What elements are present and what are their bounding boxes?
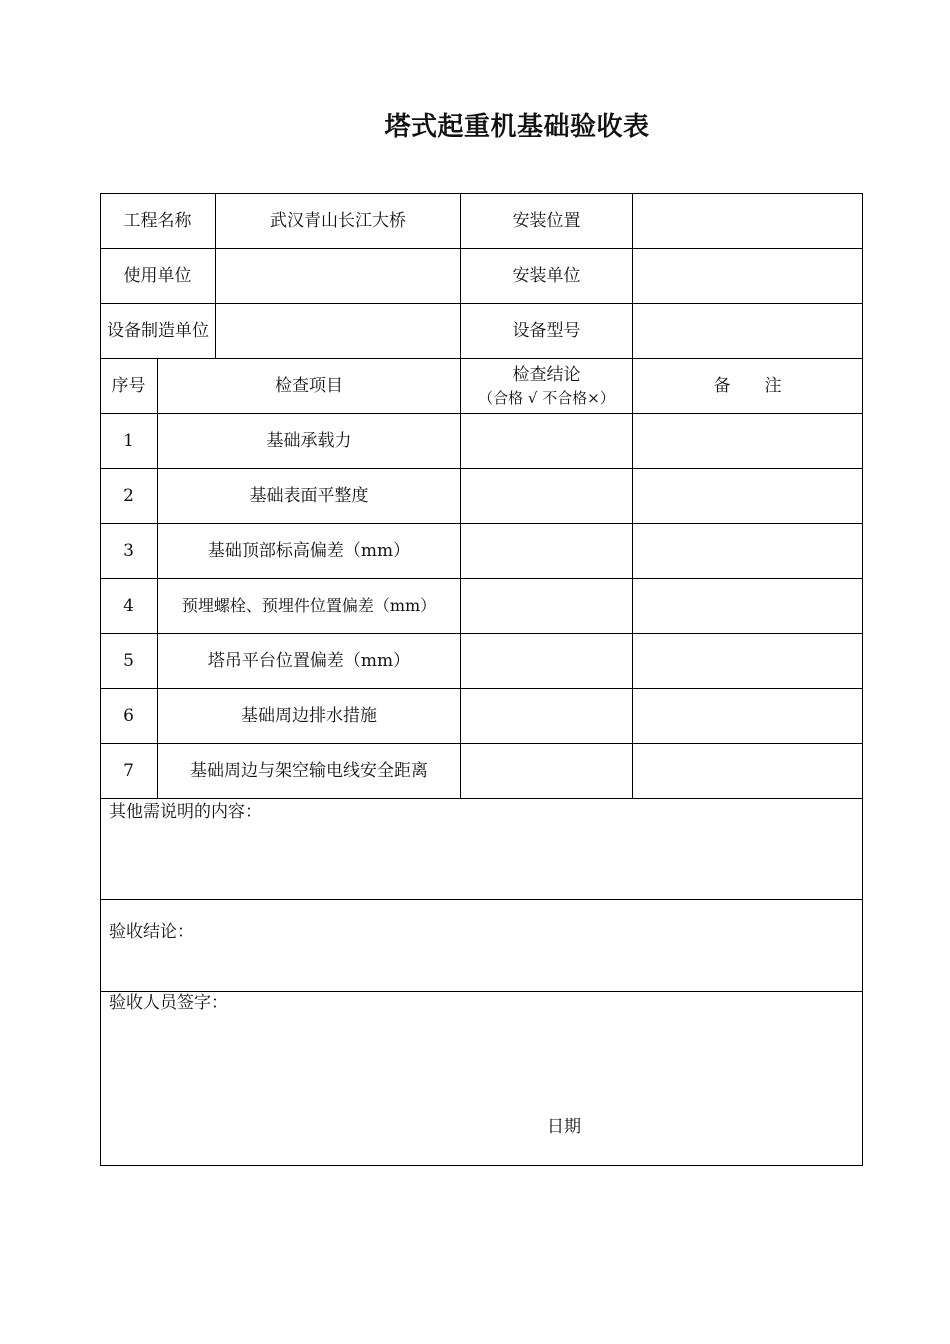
row-remark-field[interactable]	[633, 743, 862, 798]
install-position-value[interactable]	[633, 193, 862, 248]
row-seq: 7	[123, 760, 134, 781]
row-item: 塔吊平台位置偏差（mm）	[207, 650, 411, 671]
manufacturer-value[interactable]	[216, 303, 460, 358]
acceptance-form	[100, 193, 863, 1166]
row-conclusion-field[interactable]	[461, 633, 632, 688]
column-header-conclusion-label: 检查结论	[512, 364, 581, 385]
column-header-conclusion	[461, 358, 632, 413]
row-conclusion-field[interactable]	[461, 413, 632, 468]
row-seq: 2	[123, 485, 134, 506]
user-unit-label: 使用单位	[123, 265, 192, 286]
row-item: 基础周边与架空输电线安全距离	[190, 760, 428, 781]
other-notes-label: 其他需说明的内容：	[109, 802, 262, 822]
row-item: 基础表面平整度	[249, 485, 369, 506]
date-label: 日期	[547, 1117, 581, 1137]
row-seq: 6	[123, 705, 134, 726]
install-unit-label: 安装单位	[512, 265, 581, 286]
column-header-remark: 备 注	[713, 375, 782, 396]
row-seq: 3	[123, 540, 134, 561]
row-conclusion-field[interactable]	[461, 688, 632, 743]
row-item: 基础周边排水措施	[241, 705, 377, 726]
install-position-label: 安装位置	[512, 210, 581, 231]
row-remark-field[interactable]	[633, 688, 862, 743]
install-unit-value[interactable]	[633, 248, 862, 303]
row-conclusion-field[interactable]	[461, 523, 632, 578]
row-seq: 1	[123, 430, 134, 451]
column-header-conclusion-note: （合格 √ 不合格×）	[478, 388, 615, 407]
row-remark-field[interactable]	[633, 523, 862, 578]
row-remark-field[interactable]	[633, 413, 862, 468]
form-border-bottom	[100, 1165, 863, 1166]
row-conclusion-field[interactable]	[461, 468, 632, 523]
row-conclusion-field[interactable]	[461, 578, 632, 633]
row-conclusion-field[interactable]	[461, 743, 632, 798]
row-remark-field[interactable]	[633, 578, 862, 633]
model-value[interactable]	[633, 303, 862, 358]
column-header-item: 检查项目	[275, 375, 343, 396]
column-header-seq: 序号	[111, 375, 146, 396]
page-title: 塔式起重机基础验收表	[384, 112, 650, 142]
row-seq: 4	[123, 595, 134, 616]
model-label: 设备型号	[512, 320, 581, 341]
manufacturer-label: 设备制造单位	[107, 320, 209, 341]
acceptance-conclusion-label: 验收结论：	[109, 922, 194, 942]
row-remark-field[interactable]	[633, 468, 862, 523]
row-item: 基础承载力	[266, 430, 352, 451]
user-unit-value[interactable]	[216, 248, 460, 303]
row-remark-field[interactable]	[633, 633, 862, 688]
project-name-label: 工程名称	[123, 210, 192, 231]
form-border-right	[862, 193, 863, 1166]
project-name-value[interactable]: 武汉青山长江大桥	[270, 210, 406, 231]
row-divider	[100, 798, 863, 799]
signature-label: 验收人员签字：	[109, 993, 228, 1013]
row-divider	[100, 899, 863, 900]
row-seq: 5	[123, 650, 134, 671]
row-item: 预埋螺栓、预埋件位置偏差（mm）	[181, 595, 437, 615]
row-item: 基础顶部标高偏差（mm）	[207, 540, 411, 561]
